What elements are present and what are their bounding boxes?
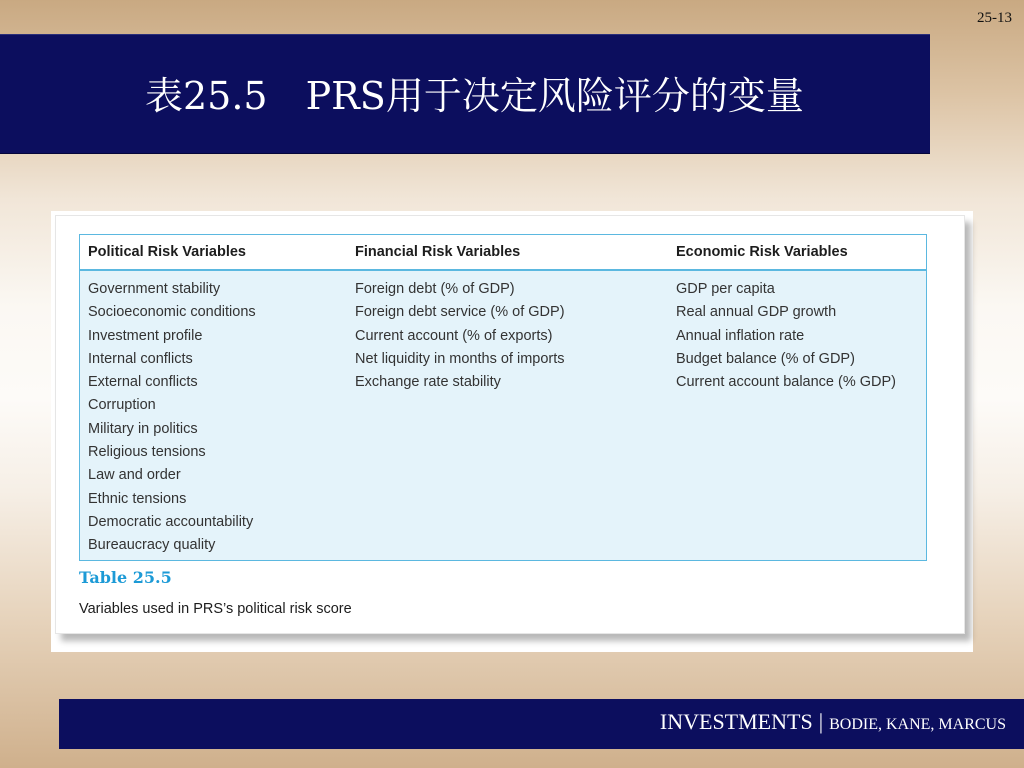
table-figure [51,211,973,652]
table-label: Table 25.5 [79,568,172,587]
economic-risk-variable: Budget balance (% of GDP) [676,350,855,367]
table-header-row [80,235,926,271]
financial-risk-variable: Foreign debt service (% of GDP) [355,304,565,321]
financial-risk-variable: Current account (% of exports) [355,327,553,344]
political-risk-variable: Bureaucracy quality [88,537,216,554]
table-caption: Variables used in PRS’s political risk score [79,601,352,617]
economic-risk-variable: Real annual GDP growth [676,304,837,321]
political-risk-header: Political Risk Variables [88,244,246,260]
table-card [55,215,965,634]
political-risk-variable: Internal conflicts [88,350,193,367]
political-risk-variable: Democratic accountability [88,513,254,530]
footer-book-title: INVESTMENTS [659,709,813,734]
political-risk-variable: Religious tensions [88,444,206,461]
risk-variables-table [79,234,927,561]
title-bar [0,34,930,154]
economic-risk-list [676,278,896,394]
political-risk-variable: Socioeconomic conditions [88,304,256,321]
financial-risk-header: Financial Risk Variables [355,244,521,260]
economic-risk-variable: Current account balance (% GDP) [676,374,897,391]
political-risk-variable: Corruption [88,397,156,414]
financial-risk-variable: Exchange rate stability [355,374,501,391]
political-risk-variable: External conflicts [88,374,198,391]
political-risk-variable: Law and order [88,467,181,484]
footer-bar [59,699,1024,749]
footer-separator: | [818,709,824,734]
financial-risk-variable: Net liquidity in months of imports [355,350,565,367]
footer-text [660,709,1006,735]
economic-risk-header: Economic Risk Variables [676,244,848,260]
political-risk-variable: Military in politics [88,420,198,437]
political-risk-variable: Ethnic tensions [88,490,187,507]
political-risk-list [88,278,256,558]
economic-risk-variable: Annual inflation rate [676,327,805,344]
slide-title: 表25.5 PRS用于决定风险评分的变量 [145,74,804,118]
slide-number: 25-13 [977,10,1012,26]
footer-authors: BODIE, KANE, MARCUS [829,716,1006,733]
political-risk-variable: Investment profile [88,327,203,344]
financial-risk-list [355,278,565,394]
political-risk-variable: Government stability [88,281,221,297]
economic-risk-variable: GDP per capita [676,281,775,297]
financial-risk-variable: Foreign debt (% of GDP) [355,281,515,297]
